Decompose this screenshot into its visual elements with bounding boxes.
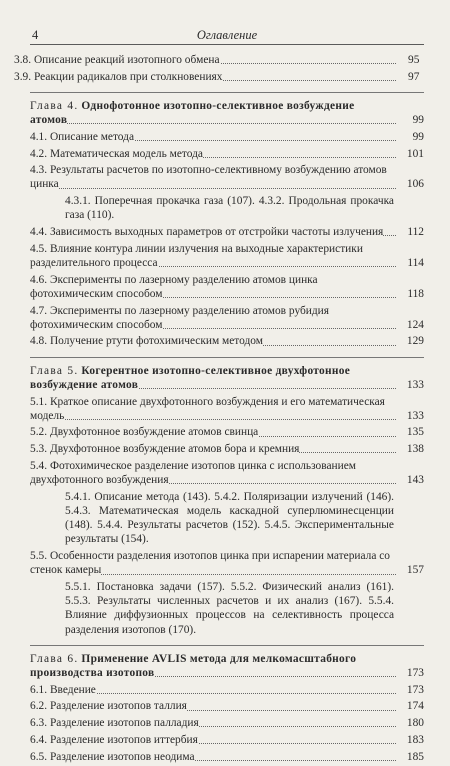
- entry-number: 5.2.: [30, 426, 48, 439]
- entry-number: 6.2.: [30, 700, 48, 713]
- toc-entry[interactable]: [14, 53, 424, 67]
- chapter-page: 173: [403, 666, 424, 680]
- entry-number: 5.5.: [30, 550, 48, 563]
- entry-number: 4.1.: [30, 130, 48, 143]
- entry-title: Описание метода: [49, 130, 135, 143]
- toc-entry[interactable]: [30, 683, 424, 697]
- entry-title: Краткое описание двухфотонного возбуждения и его математическая модель: [30, 395, 385, 422]
- entry-title: Зависимость выходных параметров от отстройки частоты излучения: [49, 226, 384, 239]
- entry-page: 133: [403, 409, 424, 423]
- entry-page: 112: [403, 225, 424, 239]
- entry-text-wrap: [14, 54, 220, 66]
- entry-number: 6.5.: [30, 750, 48, 763]
- entry-number: 5.1.: [30, 395, 48, 408]
- entry-page: 106: [403, 177, 424, 191]
- subsection-list: 5.5.1. Постановка задачи (157). 5.5.2. Физический анализ (161). 5.5.3. Результаты численных расчетов и их анализ (167). 5.5.4. Влияние диффузионных процессов на селективность процесса разделения изотопов (170).: [65, 581, 394, 636]
- entry-number: 4.3.: [30, 164, 48, 177]
- entry-title: Разделение изотопов иттербия: [49, 733, 198, 746]
- toc-entry[interactable]: [30, 425, 424, 439]
- entry-page: 99: [409, 130, 424, 144]
- toc-entry[interactable]: [30, 130, 424, 144]
- entry-page: 101: [403, 147, 424, 161]
- running-header: [30, 28, 424, 45]
- toc-entry[interactable]: [30, 442, 424, 456]
- entry-text-wrap: [30, 700, 187, 712]
- running-title: Оглавление: [196, 28, 258, 42]
- entry-page: 97: [420, 70, 424, 84]
- entry-text-wrap: [14, 70, 223, 83]
- entry-page: 124: [403, 318, 424, 332]
- entry-text-wrap: [30, 243, 363, 269]
- entry-text-wrap: [30, 131, 134, 143]
- entry-title: Математическая модель метода: [49, 147, 203, 160]
- entry-page: 138: [403, 442, 424, 456]
- toc-entry[interactable]: [30, 147, 424, 161]
- chapter-heading[interactable]: [30, 652, 424, 680]
- entry-title: Результаты расчетов по изотопно-селективному возбуждению атомов цинка: [30, 164, 387, 191]
- entry-number: 4.8.: [30, 335, 48, 348]
- entry-title: Описание реакций изотопного обмена: [33, 54, 220, 66]
- entry-title: Получение ртути фотохимическим методом: [49, 335, 263, 348]
- entry-text-wrap: [30, 751, 195, 763]
- toc-entry[interactable]: [30, 733, 424, 747]
- toc-entry[interactable]: [30, 334, 424, 348]
- entry-title: Разделение изотопов таллия: [49, 700, 187, 713]
- entry-number: 3.9.: [14, 70, 32, 83]
- chapter-label: Глава 4.: [30, 99, 79, 112]
- entry-text-wrap: [30, 460, 356, 486]
- entry-text-wrap: [30, 717, 199, 729]
- toc-entry[interactable]: [30, 549, 424, 577]
- entry-text-wrap: [30, 274, 318, 300]
- toc-entry[interactable]: [30, 163, 424, 191]
- chapter-block: [30, 357, 424, 637]
- entry-page: 143: [403, 473, 424, 487]
- entry-title: Фотохимическое разделение изотопов цинка с использованием двухфотонного возбуждения: [30, 459, 356, 487]
- entry-title: Эксперименты по лазерному разделению атомов цинка фотохимическим способом: [30, 273, 318, 300]
- entry-text-wrap: [30, 226, 383, 238]
- entry-text-wrap: [30, 443, 299, 455]
- entry-number: 4.5.: [30, 242, 48, 255]
- chapter-text-wrap: [30, 653, 356, 679]
- entry-number: 4.6.: [30, 273, 48, 286]
- chapter-label: Глава 6.: [30, 652, 79, 665]
- chapter-text-wrap: [30, 365, 350, 391]
- toc-entry[interactable]: [14, 70, 424, 84]
- page-number: 4: [32, 28, 39, 42]
- entry-title: Влияние контура линии излучения на выходные характеристики разделительного процесса: [30, 242, 363, 269]
- toc-entry[interactable]: [30, 699, 424, 713]
- entry-text-wrap: [30, 426, 258, 438]
- subsection-list: 4.3.1. Поперечная прокачка газа (107). 4.3.2. Продольная прокачка газа (110).: [65, 195, 394, 222]
- chapter-title: Однофотонное изотопно-селективное возбуждение атомов: [30, 99, 355, 127]
- toc-entry[interactable]: [30, 716, 424, 730]
- table-of-contents: [14, 53, 424, 766]
- entry-number: 4.7.: [30, 304, 48, 317]
- chapter-block: [30, 92, 424, 349]
- entry-page: 173: [403, 683, 424, 697]
- chapter-page: 133: [403, 378, 424, 392]
- entry-page: 118: [403, 287, 424, 301]
- entry-number: 6.3.: [30, 717, 48, 730]
- entry-title: Двухфотонное возбуждение атомов бора и кремния: [49, 443, 300, 456]
- subsection-list: 5.4.1. Описание метода (143). 5.4.2. Поляризации излучений (146). 5.4.3. Математическая модель каскадной суперлюминесценции (148). 5.4.4. Результаты расчетов (152). 5.4.5. Экспериментальные результаты (154).: [65, 490, 394, 546]
- entry-page: 185: [403, 750, 424, 764]
- entry-number: 4.2.: [30, 147, 48, 160]
- entry-text-wrap: [30, 305, 329, 331]
- entry-page: 157: [403, 563, 424, 577]
- entry-text-wrap: [30, 148, 203, 160]
- entry-text-wrap: [30, 335, 263, 347]
- entry-title: Разделение изотопов палладия: [49, 717, 199, 730]
- dot-leader: [30, 123, 396, 124]
- chapter-heading[interactable]: [30, 99, 424, 127]
- entry-title: Особенности разделения изотопов цинка при испарении материала со стенок камеры: [30, 550, 390, 577]
- entry-page: 174: [403, 699, 424, 713]
- dot-leader: [30, 188, 396, 189]
- entry-title: Реакции радикалов при столкновениях: [33, 70, 223, 83]
- entry-text-wrap: [30, 164, 387, 190]
- toc-entry[interactable]: [30, 304, 424, 332]
- entry-text-wrap: [30, 684, 96, 696]
- toc-entry[interactable]: [30, 242, 424, 270]
- toc-entry[interactable]: [30, 395, 424, 423]
- chapter-page: 99: [409, 113, 424, 127]
- dot-leader: [30, 419, 396, 420]
- toc-entry[interactable]: [30, 750, 424, 764]
- entry-number: 6.4.: [30, 733, 48, 746]
- entry-text-wrap: [30, 734, 198, 746]
- entry-title: Эксперименты по лазерному разделению атомов рубидия фотохимическим способом: [30, 304, 330, 331]
- entry-page: 95: [420, 53, 424, 67]
- chapter-title: Когерентное изотопно-селективное двухфотонное возбуждение атомов: [30, 364, 351, 391]
- entry-page: 129: [403, 334, 424, 348]
- entry-text-wrap: [30, 396, 385, 422]
- entry-number: 6.1.: [30, 683, 48, 696]
- entry-title: Двухфотонное возбуждение атомов свинца: [49, 426, 259, 439]
- toc-entry[interactable]: [30, 225, 424, 239]
- entry-text-wrap: [30, 550, 390, 576]
- entry-title: Введение: [49, 683, 96, 696]
- chapter-text-wrap: [30, 100, 354, 126]
- entry-number: 5.3.: [30, 443, 48, 456]
- chapter-heading[interactable]: [30, 364, 424, 392]
- entry-title: Разделение изотопов неодима: [49, 750, 195, 763]
- entry-page: 183: [403, 733, 424, 747]
- chapter-title: Применение AVLIS метода для мелкомасштабного производства изотопов: [30, 652, 357, 680]
- toc-entry[interactable]: [30, 459, 424, 487]
- entry-number: 5.4.: [30, 459, 48, 472]
- entry-page: 114: [403, 256, 424, 270]
- chapter-block: [30, 645, 424, 764]
- chapter-label: Глава 5.: [30, 364, 79, 377]
- entry-page: 135: [403, 425, 424, 439]
- entry-page: 180: [403, 716, 424, 730]
- toc-entry[interactable]: [30, 273, 424, 301]
- entry-number: 3.8.: [14, 54, 32, 66]
- entry-number: 4.4.: [30, 226, 48, 239]
